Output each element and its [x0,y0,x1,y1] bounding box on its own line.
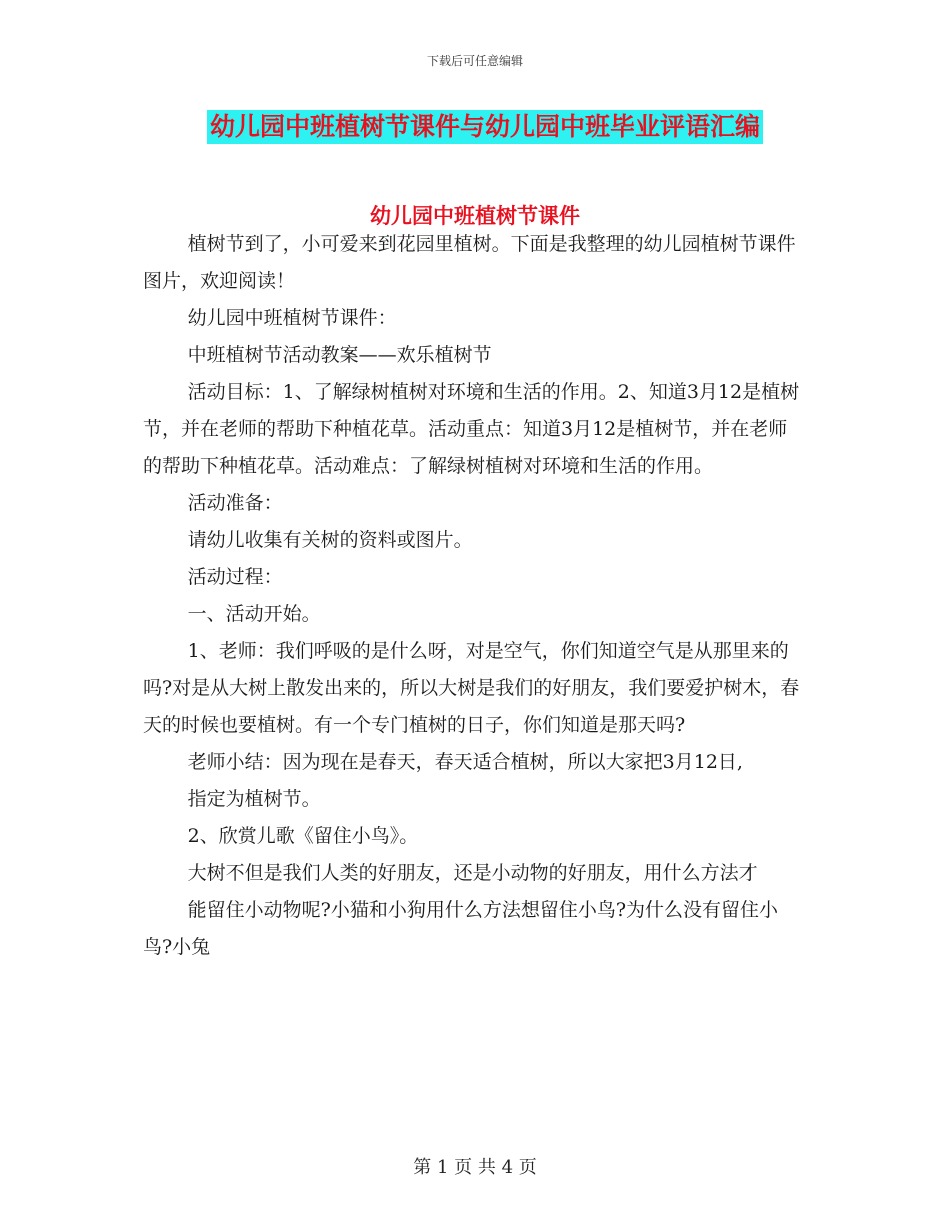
section-title: 幼儿园中班植树节课件 [370,203,580,228]
paragraph: 请幼儿收集有关树的资料或图片。 [187,529,473,551]
paragraph: 2、欣赏儿歌《留住小鸟》。 [187,825,419,847]
paragraph: 老师小结：因为现在是春天，春天适合植树，所以大家把3月12日, [187,751,743,773]
paragraph: 幼儿园中班植树节课件： [187,307,397,329]
paragraph: 活动过程： [187,566,283,588]
paragraph: 1、老师：我们呼吸的是什么呀，对是空气，你们知道空气是从那里来的吗?对是从大树上散发出来的，所以大树是我们的好朋友，我们要爱护树木，春天的时候也要植树。有一个专门植树的日子，你们知道是那天吗? [143,640,800,736]
page-header-note: 下载后可任意编辑 [426,54,523,68]
paragraph: 活动目标：1、了解绿树植树对环境和生活的作用。2、知道3月12是植树节，并在老师的帮助下种植花草。活动重点：知道3月12是植树节，并在老师的帮助下种植花草。活动难点：了解绿树植树对环境和生活的作用。 [143,381,800,477]
document-body [143,226,803,966]
paragraph: 能留住小动物呢?小猫和小狗用什么方法想留住小鸟?为什么没有留住小鸟?小兔 [143,899,779,958]
paragraph: 植树节到了，小可爱来到花园里植树。下面是我整理的幼儿园植树节课件图片，欢迎阅读！ [143,233,796,292]
paragraph: 活动准备： [187,492,283,514]
paragraph: 大树不但是我们人类的好朋友，还是小动物的好朋友，用什么方法才 [187,862,758,884]
paragraph: 中班植树节活动教案——欢乐植树节 [187,344,492,366]
paragraph: 指定为植树节。 [187,788,321,810]
page-number: 第 1 页 共 4 页 [413,1157,537,1178]
paragraph: 一、活动开始。 [187,603,321,625]
document-title: 幼儿园中班植树节课件与幼儿园中班毕业评语汇编 [207,110,763,144]
